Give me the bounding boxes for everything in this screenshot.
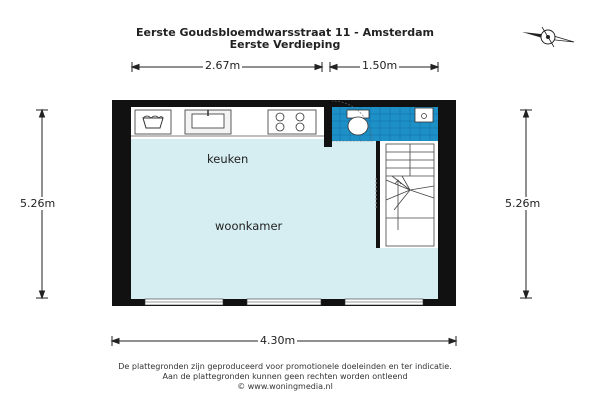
plan-title: Eerste Goudsbloemdwarsstraat 11 - Amsterdam xyxy=(135,26,434,39)
toilet-icon xyxy=(348,117,368,135)
footer-disclaimer-1: De plattegronden zijn geproduceerd voor promotionele doeleinden en ter indicatie. xyxy=(118,362,452,371)
dimension-bottom: 4.30m xyxy=(260,334,296,347)
dimension-left: 5.26m xyxy=(20,197,56,210)
dimension-top-right: 1.50m xyxy=(362,59,398,72)
laundry-icon xyxy=(135,110,171,134)
washbasin-icon xyxy=(415,108,433,122)
dimension-top-left: 2.67m xyxy=(205,59,241,72)
windows xyxy=(145,299,423,305)
footer-copyright: © www.woningmedia.nl xyxy=(237,382,333,391)
landing-floor xyxy=(376,248,438,299)
bathroom-wall xyxy=(324,107,332,147)
plan-subtitle: Eerste Verdieping xyxy=(229,38,341,51)
room-label-woonkamer: woonkamer xyxy=(215,219,283,233)
footer-disclaimer-2: Aan de plattegronden kunnen geen rechten worden ontleend xyxy=(162,372,408,381)
stairwell xyxy=(380,141,438,248)
living-floor xyxy=(131,137,376,299)
stove-icon xyxy=(268,110,316,134)
room-label-keuken: keuken xyxy=(207,152,249,166)
dimension-right: 5.26m xyxy=(505,197,541,210)
